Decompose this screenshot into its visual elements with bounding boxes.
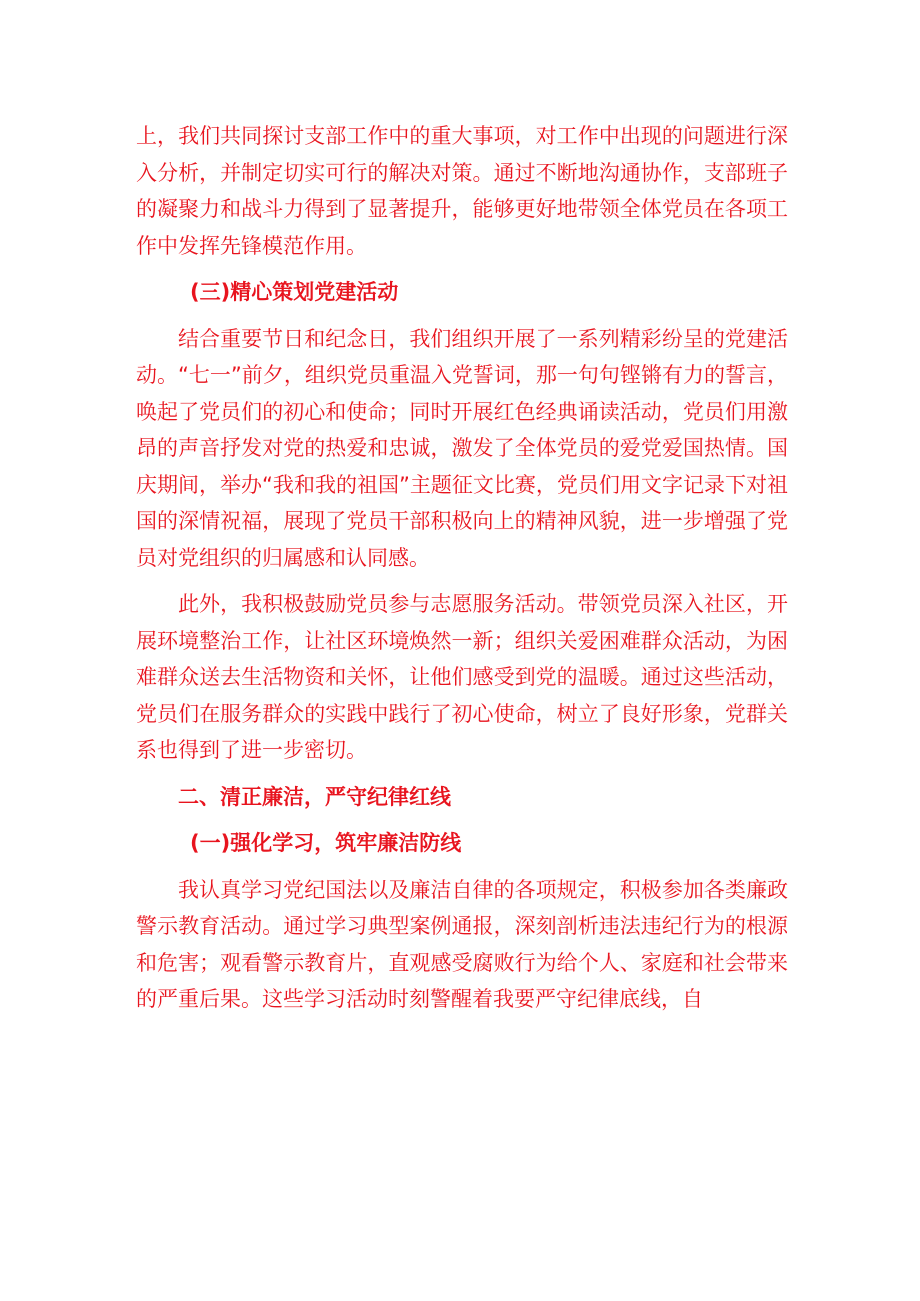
document-body [136,118,788,1028]
section-heading-integrity: 二、清正廉洁，严守纪律红线 [178,784,451,809]
subheading-party-activities: (三)精心策划党建活动 [190,280,399,304]
paragraph-continuation: 上，我们共同探讨支部工作中的重大事项，对工作中出现的问题进行深入分析，并制定切实可行的解决对策。通过不断地沟通协作，支部班子的凝聚力和战斗力得到了显著提升，能够更好地带领全体党员在各项工作中发挥先锋模范作用。 [136,124,788,258]
paragraph-activities: 结合重要节日和纪念日，我们组织开展了一系列精彩纷呈的党建活动。“七一”前夕，组织党员重温入党誓词，那一句句铿锵有力的誓言，唤起了党员们的初心和使命；同时开展红色经典诵读活动，党员们用激昂的声音抒发对党的热爱和忠诚，激发了全体党员的爱党爱国热情。国庆期间，举办“我和我的祖国”主题征文比赛，党员们用文字记录下对祖国的深情祝福，展现了党员干部积极向上的精神风貌，进一步增强了党员对党组织的归属感和认同感。 [136,326,788,570]
paragraph-study: 我认真学习党纪国法以及廉洁自律的各项规定，积极参加各类廉政警示教育活动。通过学习典型案例通报，深刻剖析违法违纪行为的根源和危害；观看警示教育片，直观感受腐败行为给个人、家庭和社会带来的严重后果。这些学习活动时刻警醒着我要严守纪律底线，自 [136,877,788,1011]
paragraph-volunteer: 此外，我积极鼓励党员参与志愿服务活动。带领党员深入社区，开展环境整治工作，让社区环境焕然一新；组织关爱困难群众活动，为困难群众送去生活物资和关怀，让他们感受到党的温暖。通过这些活动，党员们在服务群众的实践中践行了初心使命，树立了良好形象，党群关系也得到了进一步密切。 [136,592,788,762]
subheading-study: (一)强化学习，筑牢廉洁防线 [190,831,462,855]
